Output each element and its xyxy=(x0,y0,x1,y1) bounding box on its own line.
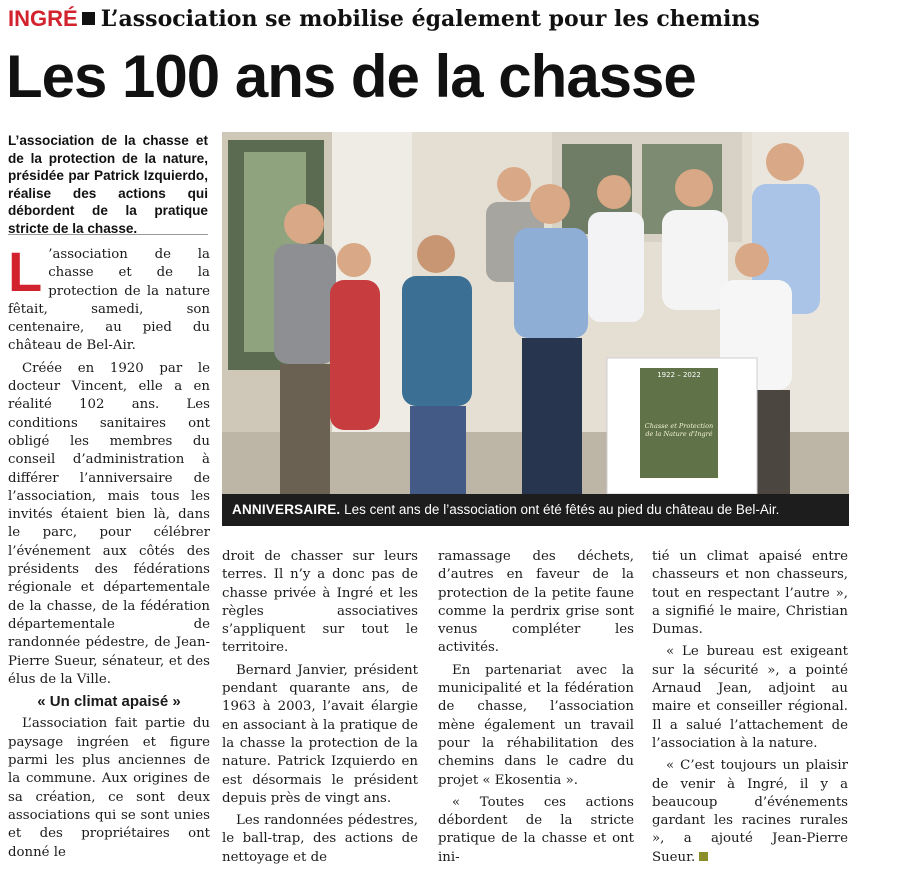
photo xyxy=(222,132,849,494)
paragraph: ramassage des déchets, d’autres en faveur de la protection de la petite faune comme la perdrix grise sont venus compléter les activités. xyxy=(438,549,634,656)
paragraph: « Toutes ces actions débordent de la stricte pratique de la chasse et ont ini- xyxy=(438,794,634,865)
photo-caption xyxy=(222,494,849,526)
caption-label: ANNIVERSAIRE. xyxy=(232,502,341,517)
paragraph: En partenariat avec la municipalité et la fédération de chasse, l’association mène également un travail pour la réhabilitation des chemins dans le cadre du projet « Ekosentia ». xyxy=(438,662,634,788)
plaque-text: Chasse et Protection de la Nature d'Ingré xyxy=(644,422,714,438)
paragraph-lead-text: ’association de la chasse et de la protection de la nature fêtait, samedi, son centenaire, au pied du château de Bel-Air. xyxy=(8,247,210,354)
column-1 xyxy=(8,240,210,866)
chapo-divider xyxy=(8,234,208,235)
column-4 xyxy=(652,548,848,871)
group-photo xyxy=(222,132,849,494)
paragraph: droit de chasser sur leurs terres. Il n’y a donc pas de chasse privée à Ingré et les règles associatives s’appliquent sur tout le territoire. xyxy=(222,549,418,656)
kicker-text: L’association se mobilise également pour les chemins xyxy=(100,6,760,32)
subhead: « Un climat apaisé » xyxy=(37,693,181,711)
paragraph: Bernard Janvier, président pendant quarante ans, de 1963 à 2003, l’avait élargie en associant à la pratique de la chasse la protection de la nature. Patrick Izquierdo en est désormais le président depuis près de vingt ans. xyxy=(222,662,418,806)
chapo: L’association de la chasse et de la protection de la nature, présidée par Patrick Izquierdo, réalise des actions qui débordent de la pratique stricte de la chasse. xyxy=(8,133,208,236)
dropcap: L xyxy=(8,240,43,303)
plaque-years: 1922 – 2022 xyxy=(657,371,701,379)
paragraph: Créée en 1920 par le docteur Vincent, elle a en réalité 102 ans. Les conditions sanitaires ont obligé les membres du conseil d’administration à différer l’anniversaire de l’association, mais tous les invités étaient bien là, dans le parc, pour célébrer l’événement aux côtés des présidents des fédérations régionale et départementale de la chasse, de la fédération départementale de randonnée pédestre, de Jean-Pierre Sueur, sénateur, et des élus de la Ville. xyxy=(8,360,210,687)
column-2 xyxy=(222,548,418,871)
paragraph-last-text: « C’est toujours un plaisir de venir à Ingré, il y a beaucoup d’événements gardant les racines rurales », a ajouté Jean-Pierre Sueur. xyxy=(652,758,848,865)
end-of-article-icon xyxy=(699,852,708,861)
paragraph-last xyxy=(652,757,848,867)
paragraph: tié un climat apaisé entre chasseurs et non chasseurs, tout en respectant l’autre », a signifié le maire, Christian Dumas. xyxy=(652,549,848,638)
column-3 xyxy=(438,548,634,871)
paragraph: « Le bureau est exigeant sur la sécurité », a pointé Arnaud Jean, adjoint au maire et conseiller régional. Il a salué l’attachement de l’association à la nature. xyxy=(652,644,848,751)
kicker-place: INGRÉ xyxy=(8,6,78,31)
paragraph: L’association fait partie du paysage ingréen et figure parmi les plus anciennes de la commune. Aux origines de sa création, ce sont deux associations qui se sont unies et des propriétaires ont donné le xyxy=(8,716,210,860)
paragraph: Les randonnées pédestres, le ball-trap, des actions de nettoyage et de xyxy=(222,813,418,865)
headline: Les 100 ans de la chasse xyxy=(6,43,696,110)
paragraph-lead xyxy=(8,240,210,356)
kicker xyxy=(8,6,760,32)
kicker-square-icon xyxy=(82,12,95,25)
caption-text: Les cent ans de l’association ont été fêtés au pied du château de Bel-Air. xyxy=(340,502,780,517)
